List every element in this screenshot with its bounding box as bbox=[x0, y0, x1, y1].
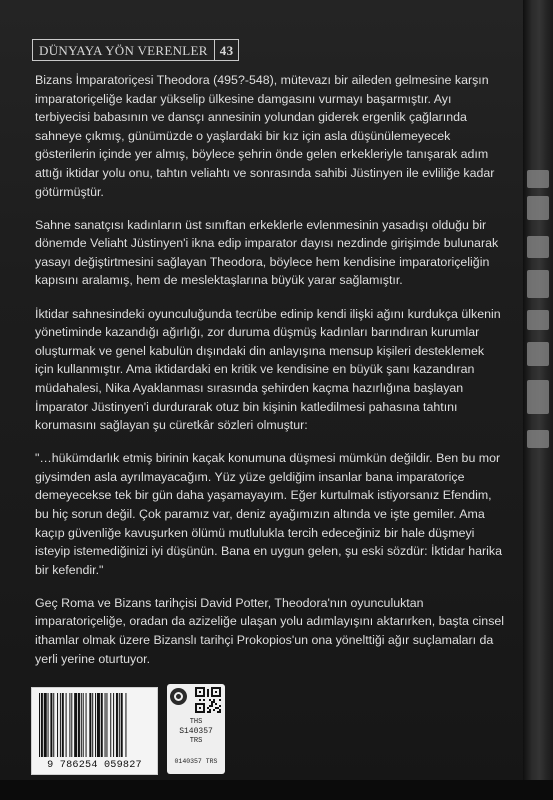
sticker-line: THS bbox=[189, 718, 203, 726]
bottom-edge bbox=[0, 780, 553, 800]
series-name: DÜNYAYA YÖN VERENLER bbox=[33, 40, 215, 60]
blurb-quote: "…hükümdarlık etmiş birinin kaçak konumuna düşmesi mümkün değildir. Ben bu mor giysimden asla ayrılmayacağım. Yüz yüze geldiğim insanlar bana imparatoriçe demeyecekse tek bir gün daha yaşamayayım. Eğer kurtulmak istiyorsanız Efendim, bu hiç sorun değil. Çok paramız var, deniz ayağımızın altında ve işte gemiler. Ama kaçıp güvenliğe kavuşurken ölümü mutlulukla tercih edeceğiniz bir hale düşmeyi isteyip istemediğinizi iyi düşünün. Bana en uygun gelen, şu eski sözdür: İktidar harika bir kefendir." bbox=[35, 451, 502, 577]
barcode-bars bbox=[37, 693, 152, 759]
spine-mark bbox=[527, 170, 549, 188]
spine-mark bbox=[527, 380, 549, 414]
isbn-barcode bbox=[31, 687, 158, 775]
spine-mark bbox=[527, 196, 549, 220]
spine-mark bbox=[527, 342, 549, 366]
blurb-paragraph: Bizans İmparatoriçesi Theodora (495?-548), mütevazı bir aileden gelmesine karşın imparatoriçeliğe kadar yükselip ülkesine damgasını vurmayı başarmıştır. Ayı terbiyecisi babasının ve dansçı annesinin yolundan giderek ergenlik çağlarında sahneye çıkmış, günümüzde o yaşlardaki bir kız için asla düşünülemeyecek gösterilerin içinde yer almış, böylece şehrin önde gelen erkekleriyle tanışarak adım attığı iktidar yolu onu, tahtın veliahtı ve sonrasında sahibi Jüstinyen ile evliliğe kadar götürmüştür. bbox=[35, 73, 495, 199]
blurb-paragraph: Geç Roma ve Bizans tarihçisi David Potter, Theodora'nın oyunculuktan imparatoriçeliğe, oradan da azizeliğe ulaşan yolu adımlayışını aktarırken, başta cinsel ithamlar olmak üzere Bizanslı tarihçi Prokopios'un ona yönelttiği ağır suçlamaları da yerli yerine oturtuyor. bbox=[35, 595, 505, 666]
series-label bbox=[32, 39, 239, 61]
qr-code-icon bbox=[195, 687, 221, 713]
spine-mark bbox=[527, 270, 549, 298]
spine-mark bbox=[527, 310, 549, 330]
sticker-line: TRS bbox=[189, 737, 203, 745]
blurb-paragraph: Sahne sanatçısı kadınların üst sınıftan erkeklerle evlenmesinin yasadışı olduğu bir dönemde Veliaht Jüstinyen'i ikna edip imparator dayısı nezdinde girişimde bulunarak yasayı değiştirtmesini sağlayan Theodora, böylece hem kendisine imparatoriçeliğin kapısını aralamış, hem de meslektaşlarına büyük yarar sağlamıştır. bbox=[35, 217, 499, 288]
spine-edge bbox=[523, 0, 553, 800]
spine-mark bbox=[527, 236, 549, 258]
isbn-digits: 9 786254 059827 bbox=[47, 760, 142, 771]
blurb-text bbox=[35, 71, 505, 683]
sticker-line: S140357 bbox=[179, 727, 213, 736]
blurb-paragraph: İktidar sahnesindeki oyunculuğunda tecrübe edinip kendi ilişki ağını kurdukça ülkenin yönetiminde kazandığı ağırlığı, zor duruma düşmüş kadınları barındıran kurumlar oluşturmak ve genel kabulün dışındaki din anlayışına mensup kişileri desteklemek için kullanmıştır. Ama iktidardaki en kritik ve kendisine en büyük şanı kazandıran müdahalesi, Nika Ayaklanması sırasında şehirden kaçma hazırlığına başlayan İmparator Jüstinyen'i durdurarak otuz bin kişinin katledilmesi pahasına tahtını korumasını sağlayan şu cüretkâr sözleri olmuştur: bbox=[35, 306, 501, 433]
price-sticker bbox=[167, 684, 225, 774]
sticker-line: 0140357 TRS bbox=[174, 758, 218, 765]
spine-mark bbox=[527, 430, 549, 448]
series-number: 43 bbox=[219, 42, 234, 58]
publisher-logo-icon bbox=[170, 688, 187, 705]
